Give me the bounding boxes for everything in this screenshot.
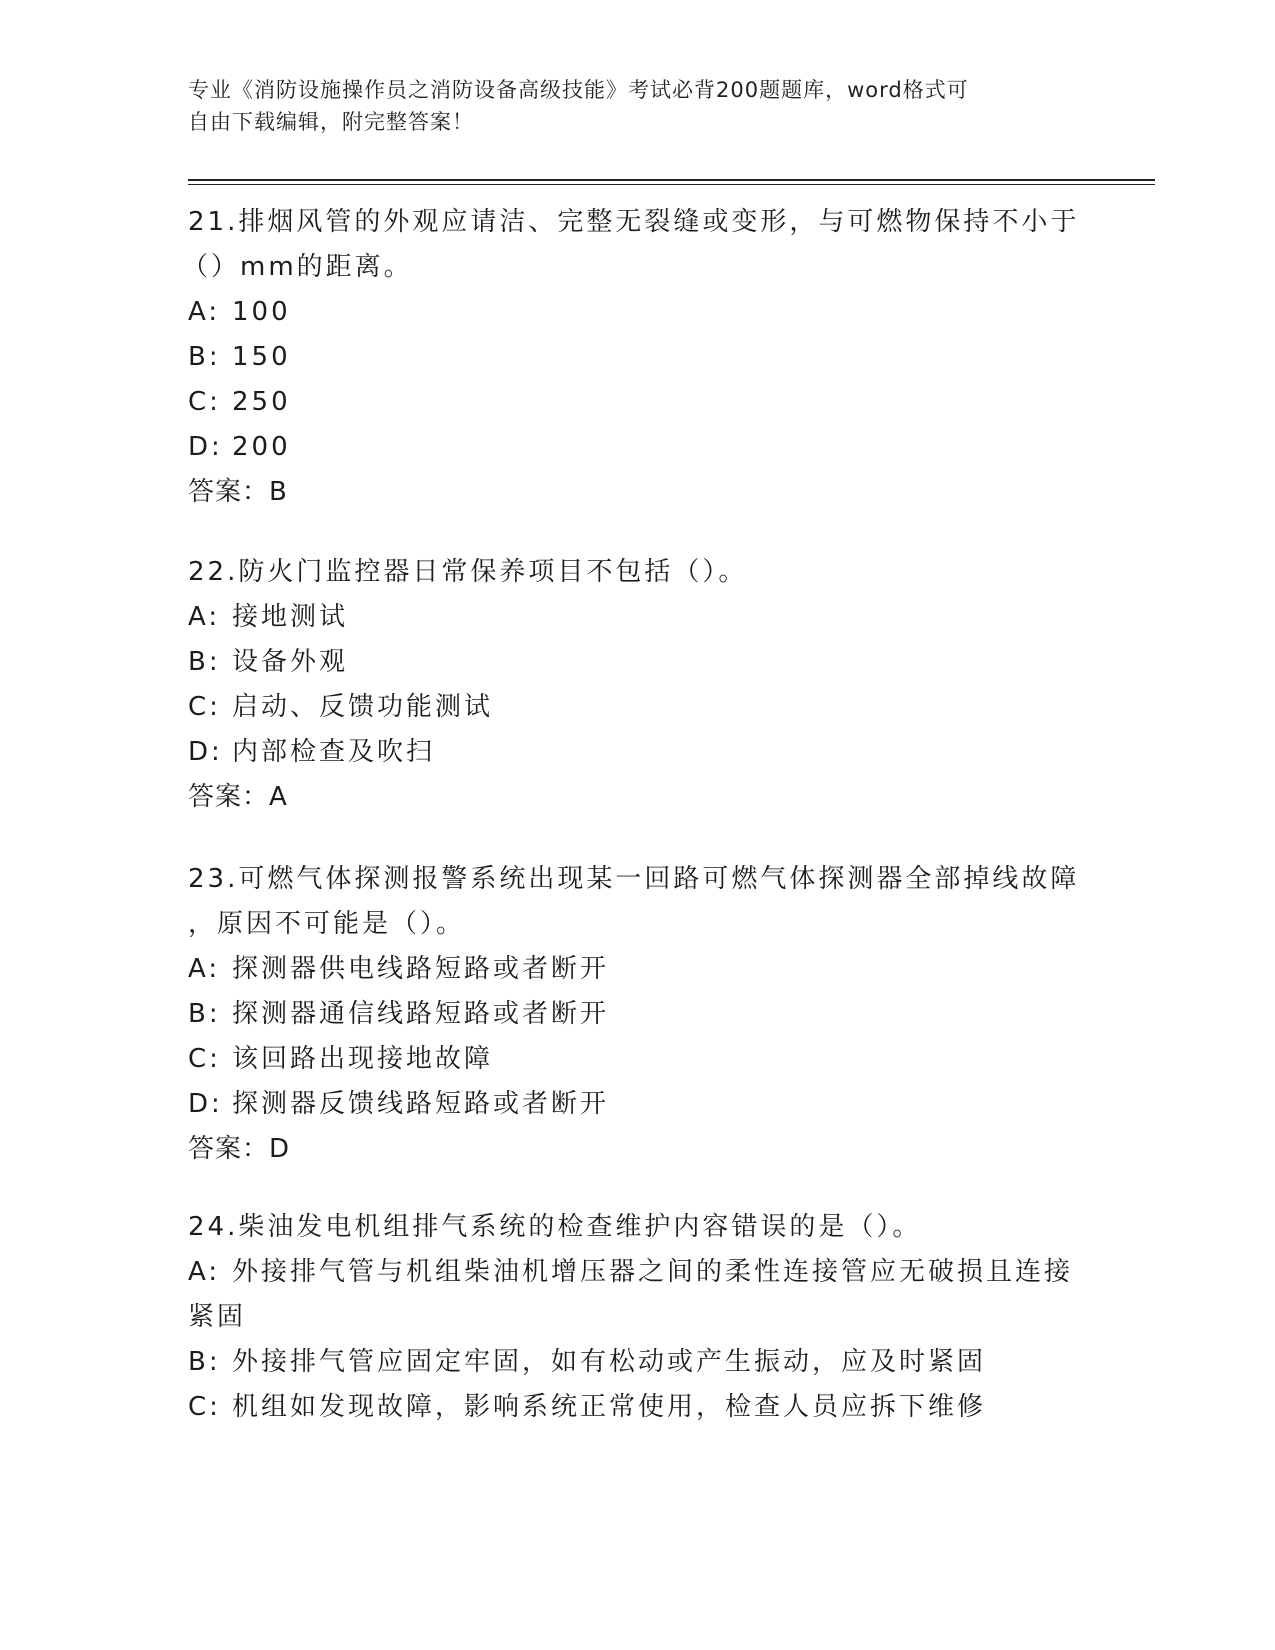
- question-23: [188, 857, 1088, 1172]
- header-line-2: 自由下载编辑，附完整答案！: [188, 110, 474, 134]
- document-header: [188, 74, 1088, 138]
- answer-value: A: [269, 782, 288, 812]
- option-a: [188, 595, 1088, 640]
- question-text-line: （）mm的距离。: [182, 252, 413, 282]
- header-divider-thin: [188, 184, 1155, 185]
- option-a: [188, 947, 1088, 992]
- option-b: [188, 640, 1088, 685]
- option-letter: B:: [188, 999, 221, 1029]
- option-text: 探测器供电线路短路或者断开: [232, 954, 610, 984]
- option-letter: C:: [188, 692, 221, 722]
- option-text: 机组如发现故障，影响系统正常使用，检查人员应拆下维修: [232, 1392, 987, 1422]
- option-letter: B:: [188, 1347, 221, 1377]
- question-text-line: ，原因不可能是（）。: [188, 909, 466, 939]
- answer-value: B: [269, 477, 288, 507]
- answer-label: 答案：: [188, 782, 270, 812]
- option-text: 接地测试: [232, 602, 349, 632]
- option-text: 探测器反馈线路短路或者断开: [232, 1089, 610, 1119]
- question-text-line: 22.防火门监控器日常保养项目不包括（）。: [188, 557, 748, 587]
- answer-line: [188, 1127, 1088, 1172]
- option-c: [188, 380, 1088, 425]
- option-text: 启动、反馈功能测试: [232, 692, 494, 722]
- option-text: 设备外观: [232, 647, 349, 677]
- option-letter: A:: [188, 297, 221, 327]
- option-letter: D:: [188, 432, 223, 462]
- option-c: [188, 1037, 1088, 1082]
- question-22: [188, 550, 1088, 820]
- option-a: [188, 1250, 1088, 1295]
- header-line-1: 专业《消防设施操作员之消防设备高级技能》考试必背200题题库，word格式可: [188, 78, 969, 102]
- answer-line: [188, 470, 1088, 515]
- option-letter: D:: [188, 737, 223, 767]
- answer-value: D: [269, 1134, 291, 1164]
- option-text: 100: [232, 297, 291, 327]
- answer-label: 答案：: [188, 1134, 270, 1164]
- option-text: 探测器通信线路短路或者断开: [232, 999, 610, 1029]
- answer-line: [188, 775, 1088, 820]
- option-b: [188, 335, 1088, 380]
- option-letter: B:: [188, 342, 221, 372]
- option-text: 内部检查及吹扫: [232, 737, 436, 767]
- option-letter: C:: [188, 1392, 221, 1422]
- question-24: [188, 1205, 1088, 1430]
- option-text: 250: [232, 387, 291, 417]
- option-text: 200: [232, 432, 291, 462]
- option-text: 外接排气管与机组柴油机增压器之间的柔性连接管应无破损且连接: [232, 1257, 1074, 1287]
- question-text-line: 24.柴油发电机组排气系统的检查维护内容错误的是（）。: [188, 1212, 922, 1242]
- option-d: [188, 1082, 1088, 1127]
- option-letter: B:: [188, 647, 221, 677]
- option-c: [188, 1385, 1088, 1430]
- question-text-line: 23.可燃气体探测报警系统出现某一回路可燃气体探测器全部掉线故障: [188, 864, 1080, 894]
- question-21: [182, 200, 1088, 515]
- option-letter: C:: [188, 1044, 221, 1074]
- option-b: [188, 1340, 1088, 1385]
- option-d: [188, 425, 1088, 470]
- option-a: [188, 290, 1088, 335]
- header-divider-thick: [188, 179, 1155, 181]
- option-text: 外接排气管应固定牢固，如有松动或产生振动，应及时紧固: [232, 1347, 987, 1377]
- option-b: [188, 992, 1088, 1037]
- option-letter: A:: [188, 954, 221, 984]
- answer-label: 答案：: [188, 477, 270, 507]
- option-letter: C:: [188, 387, 221, 417]
- option-letter: D:: [188, 1089, 223, 1119]
- question-text-line: 21.排烟风管的外观应请洁、完整无裂缝或变形，与可燃物保持不小于: [188, 207, 1080, 237]
- option-a-continuation: 紧固: [188, 1302, 247, 1332]
- option-text: 150: [232, 342, 291, 372]
- option-text: 该回路出现接地故障: [232, 1044, 494, 1074]
- option-letter: A:: [188, 602, 221, 632]
- option-d: [188, 730, 1088, 775]
- option-c: [188, 685, 1088, 730]
- option-letter: A:: [188, 1257, 221, 1287]
